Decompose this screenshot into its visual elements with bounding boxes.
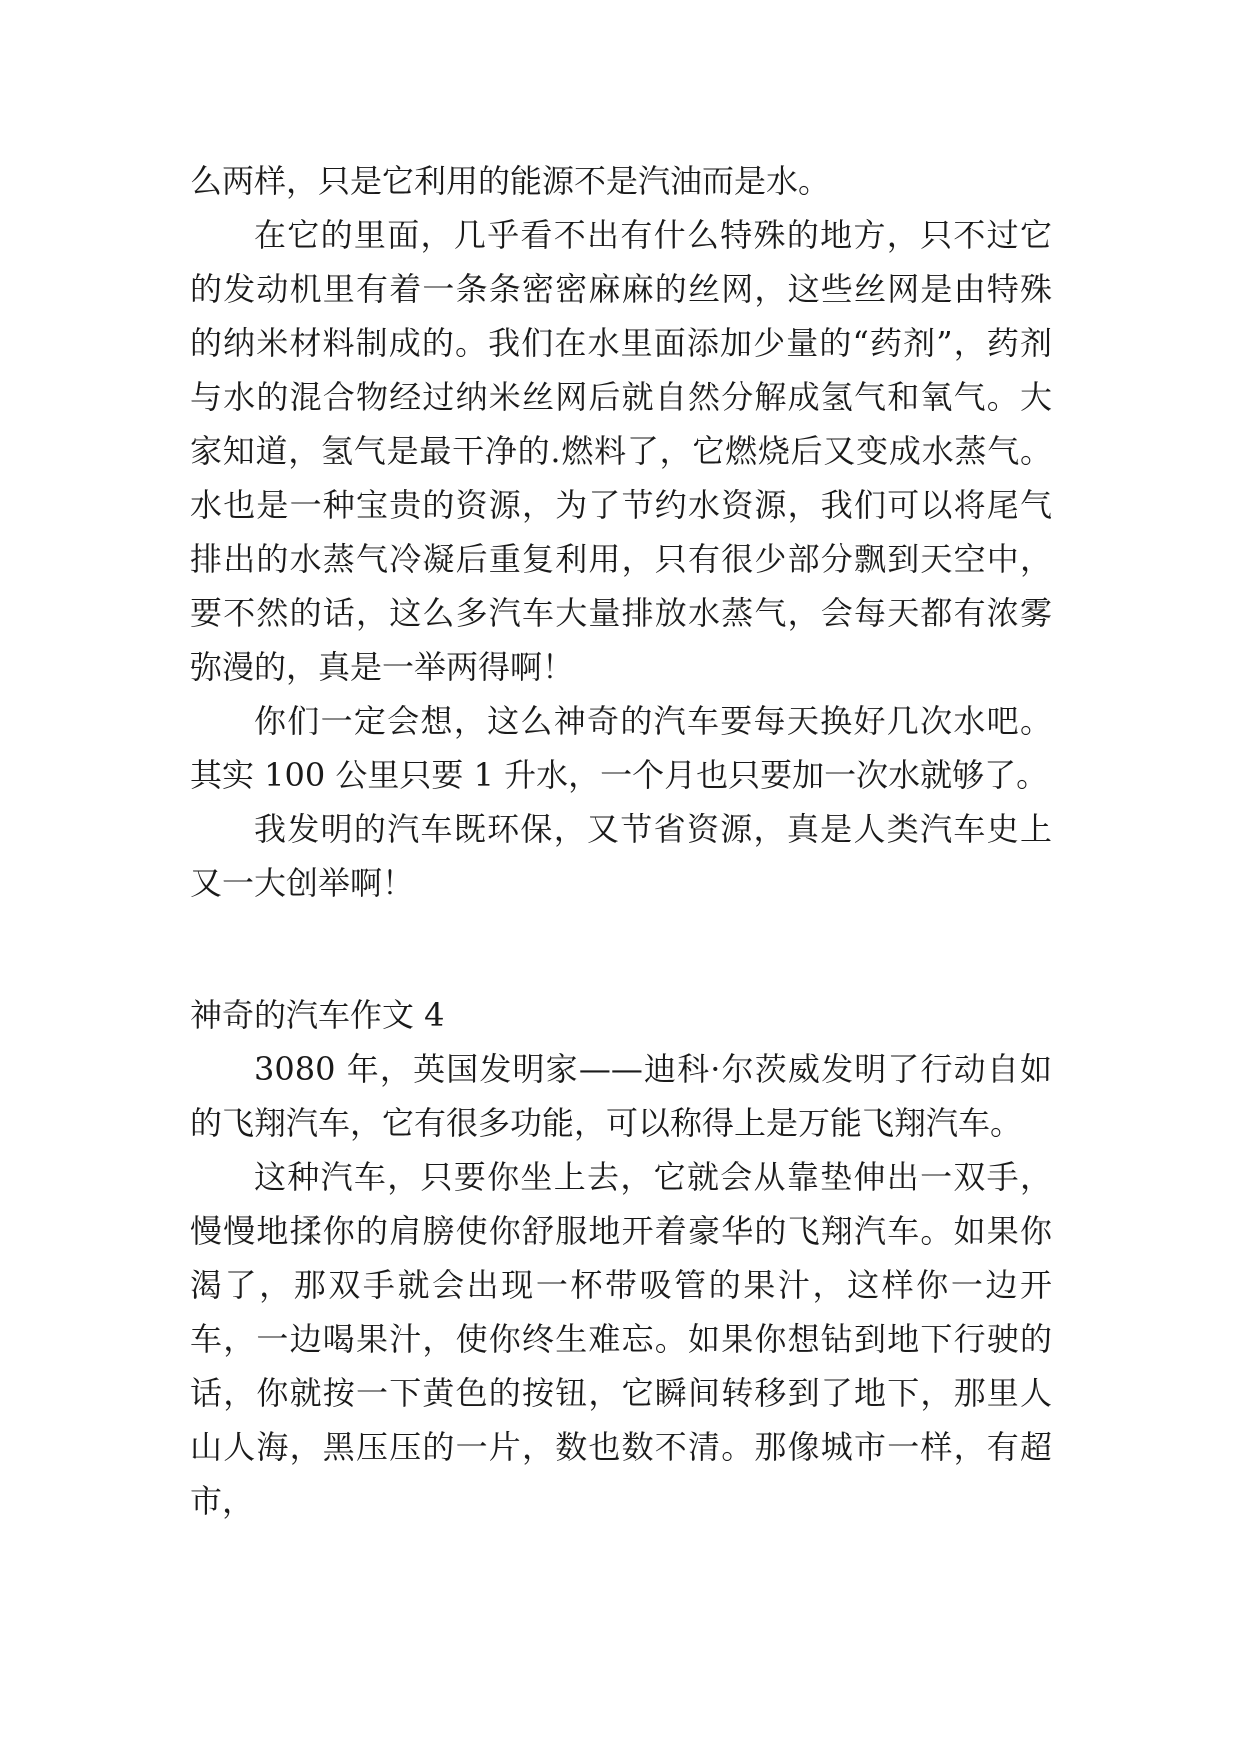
section-title: 神奇的汽车作文 4 xyxy=(190,996,445,1034)
paragraph-flying-car-features: 这种汽车，只要你坐上去，它就会从靠垫伸出一双手，慢慢地揉你的肩膀使你舒服地开着豪华的飞翔汽车。如果你渴了，那双手就会出现一杯带吸管的果汁，这样你一边开车，一边喝果汁，使你终生难忘。如果你想钻到地下行驶的话，你就按一下黄色的按钮，它瞬间转移到了地下，那里人山人海，黑压压的一片，数也数不清。那像城市一样，有超市， xyxy=(190,1158,1052,1520)
paragraph-conclusion: 我发明的汽车既环保，又节省资源，真是人类汽车史上又一大创举啊！ xyxy=(190,810,1052,902)
paragraph-intro-flying-car: 3080 年，英国发明家——迪科·尔茨威发明了行动自如的飞翔汽车，它有很多功能，可以称得上是万能飞翔汽车。 xyxy=(190,1050,1052,1142)
document-body xyxy=(190,154,1052,1528)
paragraph-water-usage: 你们一定会想，这么神奇的汽车要每天换好几次水吧。其实 100 公里只要 1 升水，一个月也只要加一次水就够了。 xyxy=(190,702,1052,794)
paragraph-engine-description: 在它的里面，几乎看不出有什么特殊的地方，只不过它的发动机里有着一条条密密麻麻的丝网，这些丝网是由特殊的纳米材料制成的。我们在水里面添加少量的“药剂”，药剂与水的混合物经过纳米丝网后就自然分解成氢气和氧气。大家知道，氢气是最干净的.燃料了，它燃烧后又变成水蒸气。水也是一种宝贵的资源，为了节约水资源，我们可以将尾气排出的水蒸气冷凝后重复利用，只有很少部分飘到天空中，要不然的话，这么多汽车大量排放水蒸气，会每天都有浓雾弥漫的，真是一举两得啊！ xyxy=(190,216,1052,686)
paragraph-continuation: 么两样，只是它利用的能源不是汽油而是水。 xyxy=(190,162,831,200)
